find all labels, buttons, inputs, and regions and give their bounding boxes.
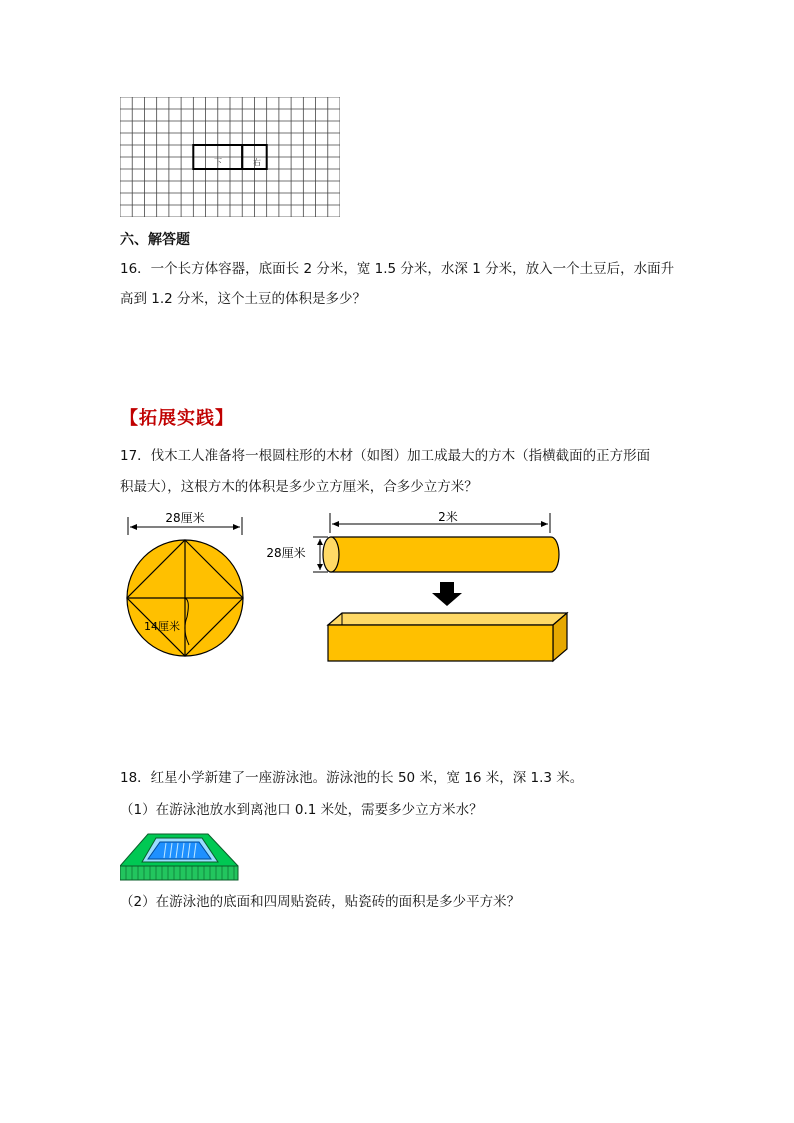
- grid-label-right: 右: [253, 158, 261, 167]
- question-17-figure: [118, 505, 578, 665]
- question-18-part2: （2）在游泳池的底面和四周贴瓷砖，贴瓷砖的面积是多少平方米？: [120, 894, 521, 910]
- section-heading-6: 六、解答题: [120, 232, 190, 248]
- square-beam: [328, 613, 567, 661]
- question-18-intro: 18．红星小学新建了一座游泳池。游泳池的长 50 米，宽 16 米，深 1.3 米。: [120, 770, 584, 786]
- log-length-label: 2米: [438, 510, 458, 524]
- diameter-label: 28厘米: [165, 511, 205, 525]
- question-18-part1: （1）在游泳池放水到离池口 0.1 米处，需要多少立方米水？: [120, 802, 483, 818]
- question-16-line1: 16．一个长方体容器，底面长 2 分米，宽 1.5 分米，水深 1 分米，放入一个土豆后，水面升: [120, 261, 675, 277]
- grid-label-bottom: 下: [214, 158, 222, 167]
- question-17-line2: 积最大），这根方木的体积是多少立方厘米，合多少立方米？: [120, 479, 478, 495]
- question-16-line2: 高到 1.2 分米，这个土豆的体积是多少？: [120, 291, 367, 307]
- question-17-line1: 17．伐木工人准备将一根圆柱形的木材（如图）加工成最大的方木（指横截面的正方形面: [120, 448, 651, 464]
- cylinder-log: [266, 509, 559, 572]
- down-arrow-icon: [432, 582, 462, 606]
- swimming-pool-image: [120, 828, 240, 884]
- radius-label: 14厘米: [144, 620, 180, 633]
- grid-figure: [120, 97, 340, 217]
- log-diameter-label: 28厘米: [266, 546, 306, 560]
- circle-cross-section: [127, 510, 243, 656]
- extension-heading: 【拓展实践】: [120, 408, 234, 429]
